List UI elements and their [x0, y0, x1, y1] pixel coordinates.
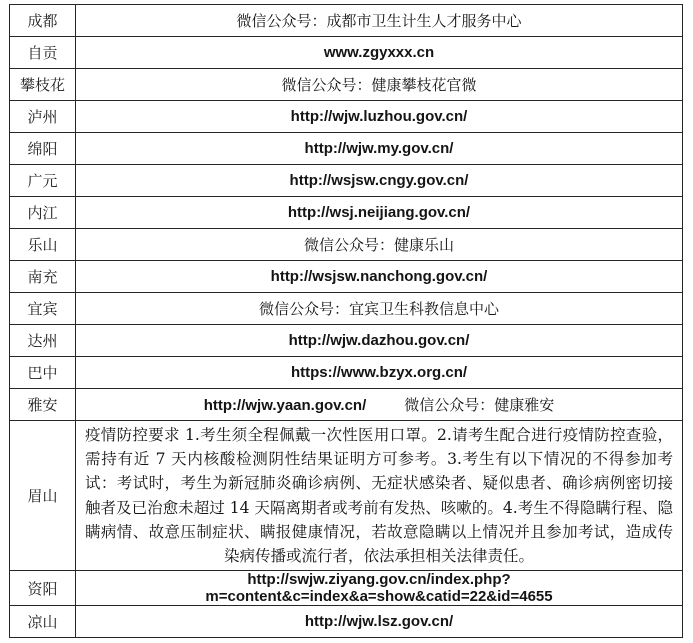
table-row-dazhou: [10, 325, 683, 357]
table-row-bazhong: [10, 357, 683, 389]
city-cell: 凉山: [10, 606, 76, 638]
table-row-nanchong: [10, 261, 683, 293]
table-row-chengdu: [10, 5, 683, 37]
yaan-wechat: 微信公众号：健康雅安: [404, 396, 555, 414]
contact-cell: 微信公众号：健康攀枝花官微: [76, 69, 683, 101]
city-cell: 资阳: [10, 571, 76, 606]
city-cell: 眉山: [10, 421, 76, 571]
city-cell: 乐山: [10, 229, 76, 261]
contact-cell: http://wjw.lsz.gov.cn/: [76, 606, 683, 638]
table-row-mianyang: [10, 133, 683, 165]
contact-cell: 微信公众号：健康乐山: [76, 229, 683, 261]
city-cell: 泸州: [10, 101, 76, 133]
contact-cell: http://swjw.ziyang.gov.cn/index.php?m=content&c=index&a=show&catid=22&id=4655: [76, 571, 683, 606]
city-contact-table: [9, 4, 683, 638]
city-cell: 绵阳: [10, 133, 76, 165]
epidemic-notice-cell: 疫情防控要求 1.考生须全程佩戴一次性医用口罩。2.请考生配合进行疫情防控查验，需持有近 7 天内核酸检测阴性结果证明方可参考。3.考生有以下情况的不得参加考试：考试时，考生为新冠肺炎确诊病例、无症状感染者、疑似患者、确诊病例密切接触者及已治愈未超过 14 天隔离期者或考前有发热、咳嗽的。4.考生不得隐瞒行程、隐瞒病情、故意压制症状、瞒报健康情况，若故意隐瞒以上情况并且参加考试，造成传染病传播或流行者，依法承担相关法律责任。: [76, 421, 683, 571]
city-cell: 达州: [10, 325, 76, 357]
contact-cell: https://www.bzyx.org.cn/: [76, 357, 683, 389]
table-row-panzhihua: [10, 69, 683, 101]
city-cell: 雅安: [10, 389, 76, 421]
table-row-neijiang: [10, 197, 683, 229]
contact-cell: http://wjw.my.gov.cn/: [76, 133, 683, 165]
city-cell: 内江: [10, 197, 76, 229]
contact-cell: http://wjw.luzhou.gov.cn/: [76, 101, 683, 133]
contact-cell: http://wsjsw.nanchong.gov.cn/: [76, 261, 683, 293]
contact-cell: http://wsjsw.cngy.gov.cn/: [76, 165, 683, 197]
city-cell: 广元: [10, 165, 76, 197]
city-cell: 攀枝花: [10, 69, 76, 101]
contact-cell: http://wsj.neijiang.gov.cn/: [76, 197, 683, 229]
contact-cell: http://wjw.dazhou.gov.cn/: [76, 325, 683, 357]
city-cell: 宜宾: [10, 293, 76, 325]
city-cell: 南充: [10, 261, 76, 293]
contact-cell: 微信公众号：宜宾卫生科教信息中心: [76, 293, 683, 325]
city-cell: 自贡: [10, 37, 76, 69]
table-row-guangyuan: [10, 165, 683, 197]
city-cell: 成都: [10, 5, 76, 37]
yaan-url: http://wjw.yaan.gov.cn/: [203, 397, 367, 414]
table-row-luzhou: [10, 101, 683, 133]
city-cell: 巴中: [10, 357, 76, 389]
table-row-liangshan: [10, 606, 683, 638]
table-row-meishan: [10, 421, 683, 571]
contact-cell: [76, 389, 683, 421]
table-row-yibin: [10, 293, 683, 325]
table-row-yaan: [10, 389, 683, 421]
table-row-leshan: [10, 229, 683, 261]
contact-cell: 微信公众号：成都市卫生计生人才服务中心: [76, 5, 683, 37]
contact-cell: www.zgyxxx.cn: [76, 37, 683, 69]
table-row-ziyang: [10, 571, 683, 606]
table-row-zigong: [10, 37, 683, 69]
